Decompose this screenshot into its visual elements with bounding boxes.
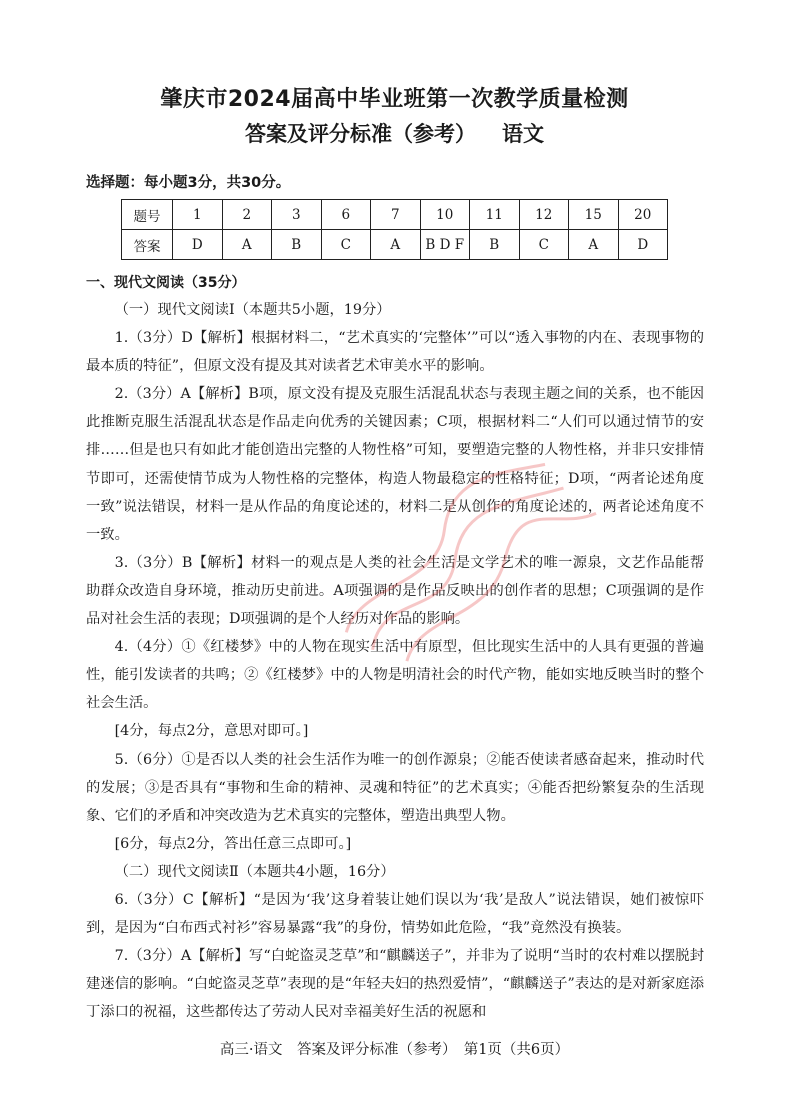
answer-table	[121, 199, 668, 260]
answer-cell: A	[371, 230, 421, 260]
answer-paragraph: 5.（6分）①是否以人类的社会生活作为唯一的创作源泉；②能否使读者感奋起来，推动时代的发展；③是否具有“事物和生命的精神、灵魂和特征”的艺术真实；④能否把纷繁复杂的生活现象、它们的矛盾和冲突改造为艺术真实的完整体，塑造出典型人物。	[86, 751, 704, 824]
answer-cell: A	[569, 230, 619, 260]
subtitle-subject: 语文	[502, 122, 544, 146]
subtitle-main: 答案及评分标准（参考）	[245, 122, 476, 146]
answer-row	[122, 230, 668, 260]
question-number-cell: 12	[519, 200, 569, 230]
question-number-cell: 20	[618, 200, 668, 230]
answer-paragraph: 7.（3分）A【解析】写“白蛇盗灵芝草”和“麒麟送子”，并非为了说明“当时的农村难以摆脱封建迷信的影响。“白蛇盗灵芝草”表现的是“年轻夫妇的热烈爱情”，“麒麟送子”表达的是对新家庭添丁添口的祝福，这些都传达了劳动人民对幸福美好生活的祝愿和	[86, 948, 704, 1021]
subsection-heading: （一）现代文阅读Ⅰ（本题共5小题，19分）	[114, 302, 391, 318]
question-number-row	[122, 200, 668, 230]
question-number-cell: 1	[173, 200, 223, 230]
section-heading: 一、现代文阅读（35分）	[86, 275, 246, 291]
answer-cell: B	[470, 230, 520, 260]
scoring-note: [6分，每点2分，答出任意三点即可。]	[114, 835, 352, 852]
answer-cell: C	[321, 230, 371, 260]
answer-cell: C	[519, 230, 569, 260]
answer-paragraph: 6.（3分）C【解析】“是因为‘我’这身着装让她们误以为‘我’是敌人”说法错误，她们被惊吓到，是因为“白布西式衬衫”容易暴露“我”的身份，情势如此危险，“我”竟然没有换装。	[86, 891, 704, 937]
question-number-cell: 10	[420, 200, 470, 230]
answer-cell: D	[173, 230, 223, 260]
row-label-answer: 答案	[122, 230, 173, 260]
multiple-choice-heading: 选择题：每小题3分，共30分。	[86, 175, 291, 191]
scoring-note: [4分，每点2分，意思对即可。]	[114, 723, 309, 740]
answer-paragraph: 3.（3分）B【解析】材料一的观点是人类的社会生活是文学艺术的唯一源泉，文艺作品能帮助群众改造自身环境，推动历史前进。A项强调的是作品反映出的创作者的思想；C项强调的是作品对社会生活的表现；D项强调的是个人经历对作品的影响。	[86, 554, 704, 628]
document-title: 肇庆市2024届高中毕业班第一次教学质量检测	[160, 87, 629, 112]
question-number-cell: 2	[222, 200, 272, 230]
question-number-cell: 7	[371, 200, 421, 230]
answer-cell: D	[618, 230, 668, 260]
answer-cell: A	[222, 230, 272, 260]
answer-paragraph: 1.（3分）D【解析】根据材料二，“艺术真实的‘完整体’”可以“透入事物的内在、表现事物的最本质的特征”，但原文没有提及其对读者艺术审美水平的影响。	[86, 330, 704, 375]
question-number-cell: 3	[272, 200, 322, 230]
document-subtitle	[0, 118, 789, 148]
answer-cell: B	[272, 230, 322, 260]
question-number-cell: 15	[569, 200, 619, 230]
answer-cell: B D F	[420, 230, 470, 260]
answer-paragraph: 4.（4分）①《红楼梦》中的人物在现实生活中有原型，但比现实生活中的人具有更强的普遍性，能引发读者的共鸣；②《红楼梦》中的人物是明清社会的时代产物，能如实地反映当时的整个社会生活。	[86, 639, 704, 712]
answer-paragraph: 2.（3分）A【解析】B项，原文没有提及克服生活混乱状态与表现主题之间的关系，也不能因此推断克服生活混乱状态是作品走向优秀的关键因素；C项，根据材料二“人们可以通过情节的安排……但是也只有如此才能创造出完整的人物性格”可知，要塑造完整的人物性格，并非只安排情节即可，还需使情节成为人物性格的完整体，构造人物最稳定的性格特征；D项，“两者论述角度一致”说法错误，材料一是从作品的角度论述的，材料二是从创作的角度论述的，两者论述角度不一致。	[86, 386, 704, 543]
question-number-cell: 6	[321, 200, 371, 230]
page-footer: 高三·语文 答案及评分标准（参考） 第1页（共6页）	[219, 1042, 570, 1058]
subsection-heading: （二）现代文阅读Ⅱ（本题共4小题，16分）	[114, 863, 395, 880]
answer-body	[86, 296, 704, 1026]
question-number-cell: 11	[470, 200, 520, 230]
row-label-number: 题号	[122, 200, 173, 230]
